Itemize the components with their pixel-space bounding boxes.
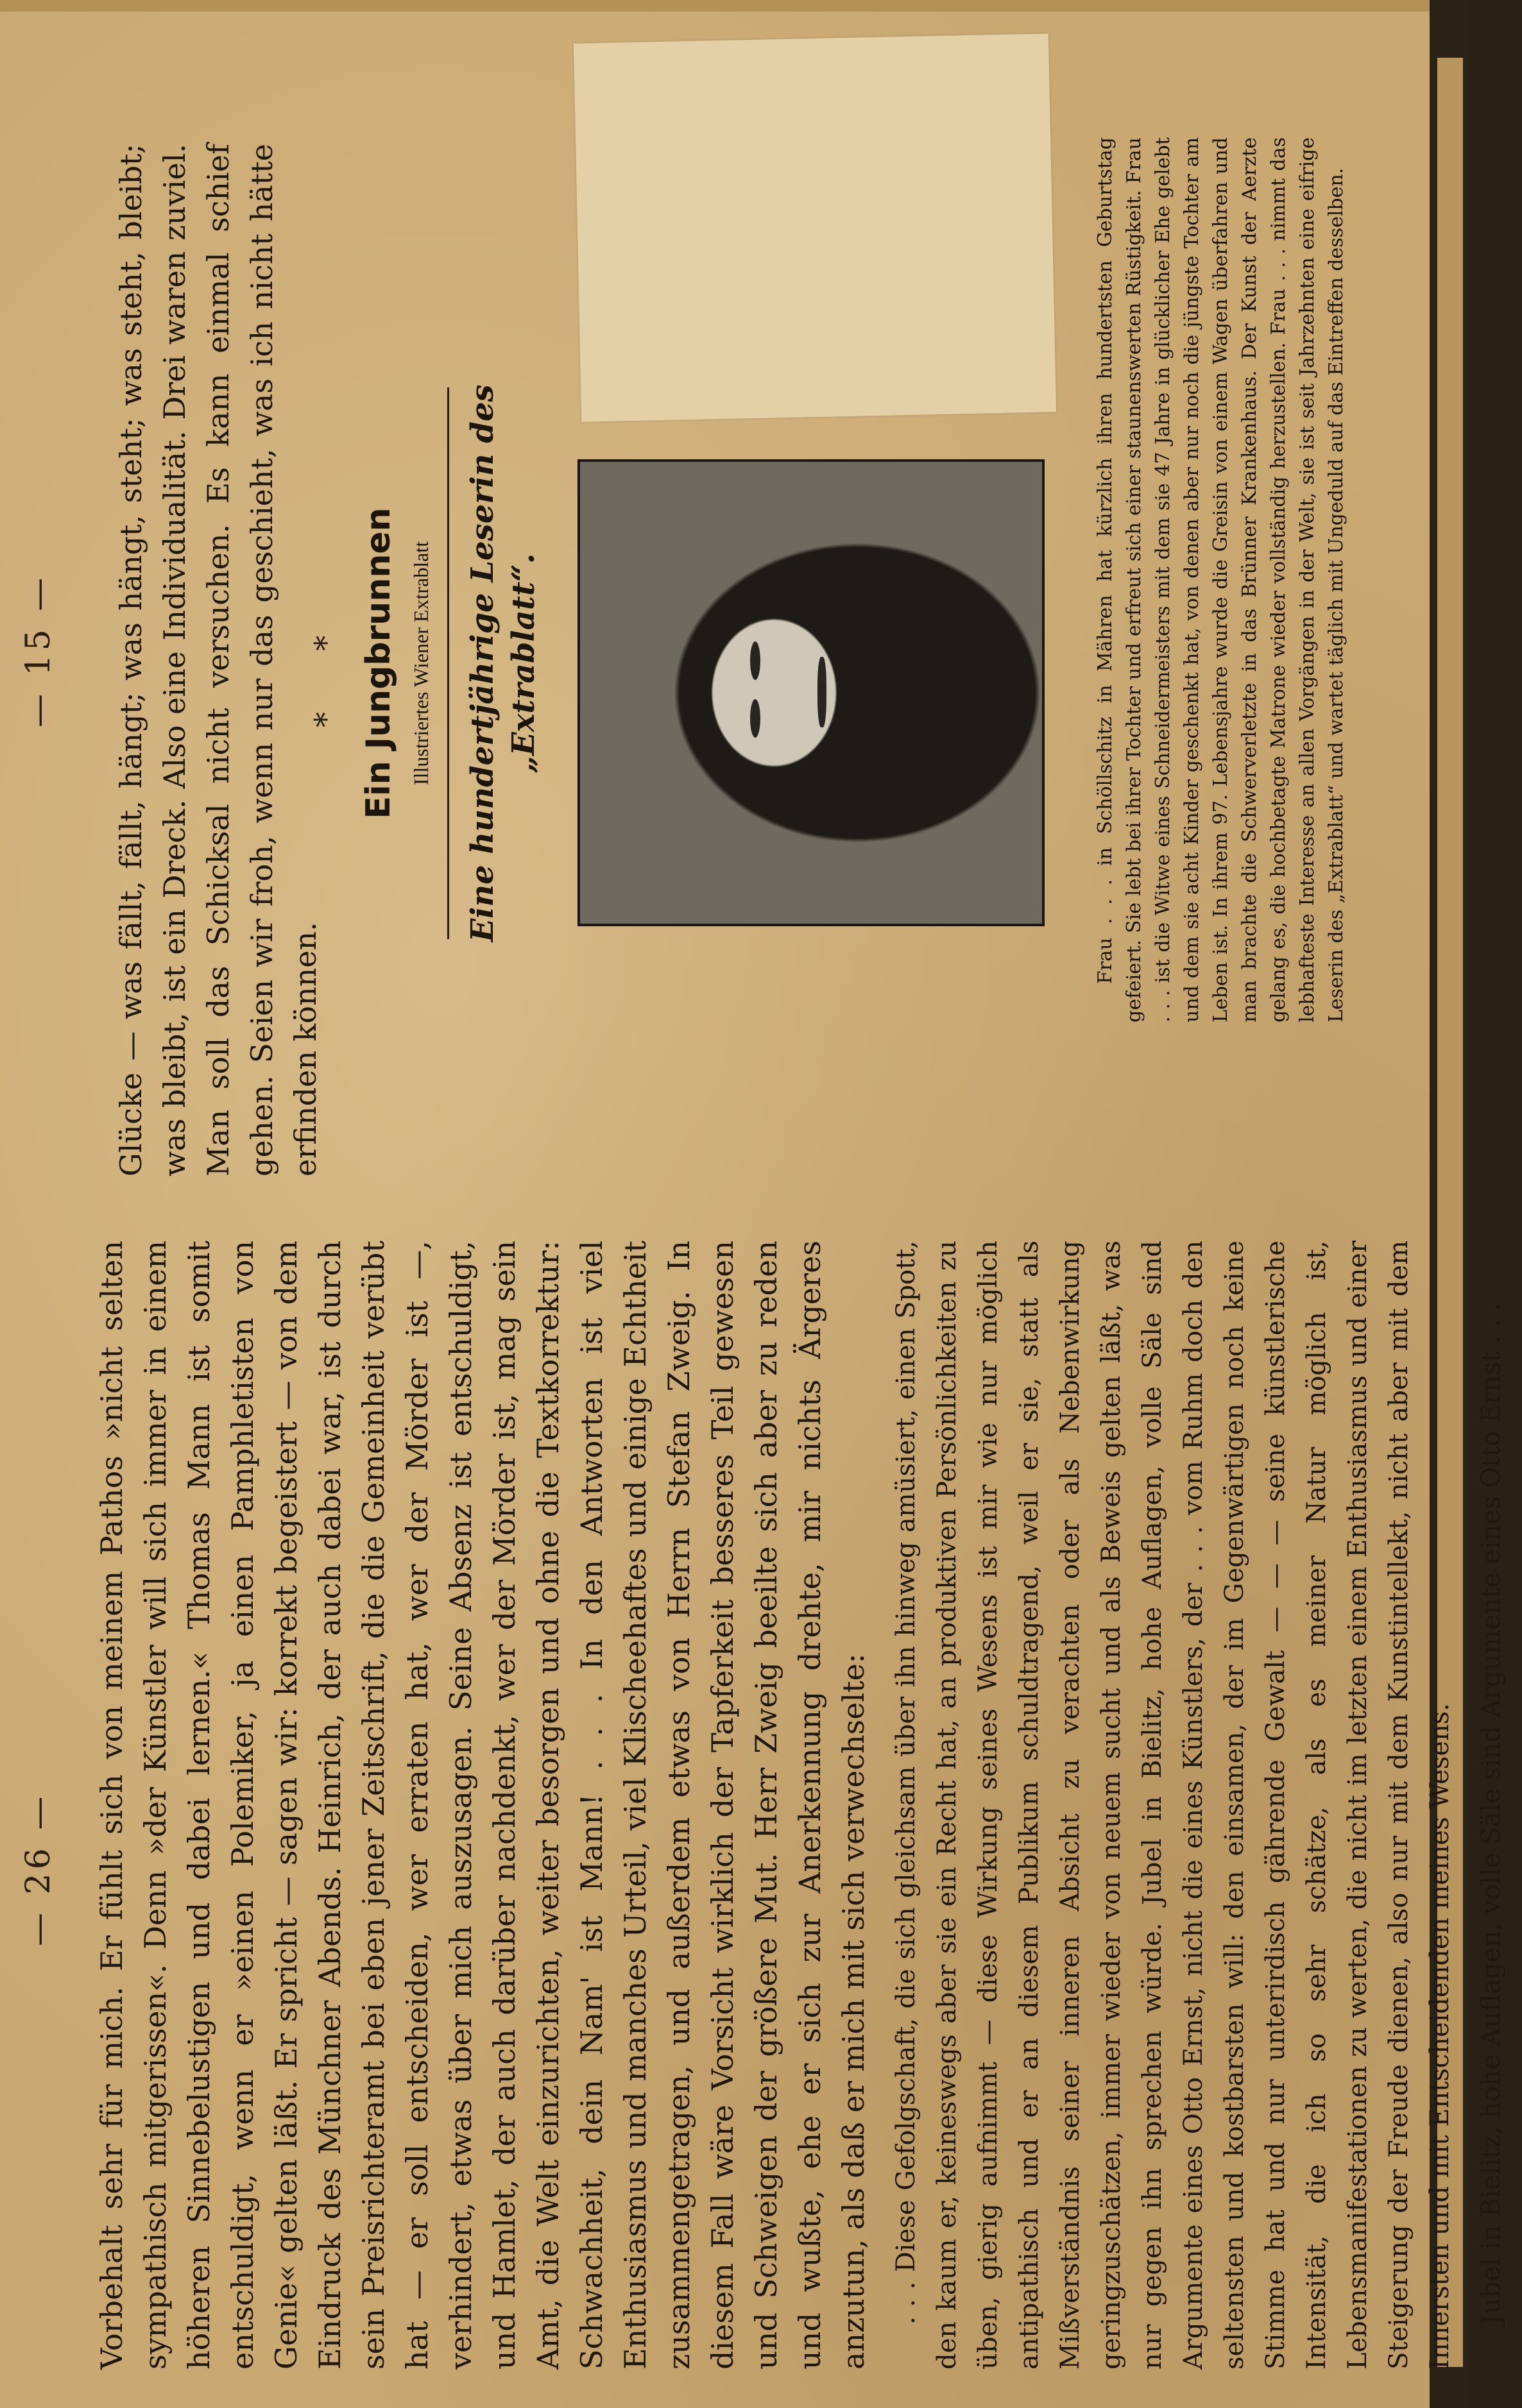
- section-separator: * *: [308, 609, 344, 727]
- left-paragraph-1: Vorbehalt sehr für mich. Er fühlt sich von meinem Pathos »nicht selten sympathisch mitgerissen«. Denn »der Künstler will sich immer in einem höheren Sinnebelustigen und dabei lernen.« Thomas Mann ist somit entschuldigt, wenn er »einen Polemiker, ja einen Pamphletisten von Genie« gelten läßt. Er spricht — sagen wir: korrekt begeistert — von dem Eindruck des Münchner Abends. Heinrich, der auch dabei war, ist durch sein Preisrichteramt bei eben jener Zeitschrift, die die Gemeinheit verübt hat — er soll entscheiden, wer erraten hat, wer der Mörder ist —, verhindert, etwas über mich auszusagen. Seine Absenz ist entschuldigt, und Hamlet, der auch darüber nachdenkt, wer der Mörder ist, mag sein Amt, die Welt einzurichten, weiter besorgen und ohne die Textkorrektur: Schwachheit, dein Nam' ist Mann! . . . In den Antworten ist viel Enthusiasmus und manches Urteil, viel Klischeehaftes und einige Echtheit zusammengetragen, und außerdem etwas von Herrn Stefan Zweig. In diesem Fall wäre Vorsicht wirklich der Tapferkeit besseres Teil gewesen und Schweigen der größere Mut. Herr Zweig beeilte sich aber zu reden und wußte, ehe er sich zur Anerkennung drehte, mir nichts Ärgeres anzutun, als daß er mich mit sich verwechselte:: [94, 1241, 871, 2370]
- clipping-source: Illustriertes Wiener Extrablatt: [409, 541, 432, 786]
- clipping-rule: [447, 387, 449, 939]
- left-paragraph-3: Jubel in Bielitz, hohe Auflagen, volle Säle sind Argumente eines Otto Ernst . . .: [1476, 1302, 1506, 2325]
- right-page-text: [109, 144, 338, 1176]
- clipping-subtitle: Eine hundertjährige Leserin des „Extrablatt“.: [465, 384, 542, 942]
- left-page-text: [90, 1241, 1522, 2370]
- photo-mouth: [817, 657, 826, 727]
- portrait-photo: [577, 459, 1045, 926]
- clipping-body: [1091, 137, 1351, 1022]
- photo-eye-right: [750, 641, 760, 680]
- page-number-left: — 26 —: [19, 1792, 58, 1946]
- clipping-body-text: Frau . . . in Schöllschitz in Mähren hat kürzlich ihren hundertsten Geburtstag gefeiert. Sie lebt bei ihrer Tochter und erfreut sich einer staunenswerten Rüstigkeit. Frau . . . ist die Witwe eines Schneidermeisters mit dem sie 47 Jahre in glücklicher Ehe gelebt und dem sie acht Kinder geschenkt hat, von denen aber nur noch die jüngste Tochter am Leben ist. In ihrem 97. Lebensjahre wurde die Greisin von einem Wagen überfahren und man brachte die Schwerverletzte in das Brünner Krankenhaus. Der Kunst der Aerzte gelang es, die hochbetagte Matrone wieder vollständig herzustellen. Frau . . . nimmt das lebhafteste Interesse an allen Vorgängen in der Welt, sie ist seit Jahrzehnten eine eifrige Leserin des „Extrablatt“ und wartet täglich mit Ungeduld auf das Eintreffen desselben.: [1094, 137, 1347, 1022]
- page-number-right: — 15 —: [19, 573, 58, 727]
- left-paragraph-2: . . . Diese Gefolgschaft, die sich gleichsam über ihn hinweg amüsiert, einen Spott, den kaum er, keineswegs aber sie ein Recht hat, an produktiven Persönlichkeiten zu üben, gierig aufnimmt — diese Wirkung seines Wesens ist mir wie nur möglich antipathisch und er an diesem Publikum schuldtragend, weil er sie, statt als Mißverständnis seiner inneren Absicht zu verachten oder als Nebenwirkung geringzuschätzen, immer wieder von neuem sucht und als Beweis gelten läßt, was nur gegen ihn sprechen würde. Jubel in Bielitz, hohe Auflagen, volle Säle sind Argumente eines Otto Ernst, nicht die eines Künstlers, der . . . vom Ruhm doch den seltensten und kostbarsten will: den einsamen, der im Gegenwärtigen noch keine Stimme hat und nur unterirdisch gährende Gewalt — — — seine künstlerische Intensität, die ich so sehr schätze, als es meiner Natur möglich ist, Lebensmanifestationen zu werten, die nicht im letzten einem Enthusiasmus und einer Steigerung der Freude dienen, also nur mit dem Kunstintellekt, nicht aber mit dem Innersten und mit Entscheidenden meines Wesens.: [891, 1241, 1455, 2370]
- clipping-header: [359, 375, 544, 952]
- right-paragraph-1: Glücke — was fällt, fällt, hängt; was hängt, steht; was steht, bleibt; was bleibt, ist ein Dreck. Also eine Individualität. Drei waren zuviel. Man soll das Schicksal nicht versuchen. Es kann einmal schief gehen. Seien wir froh, wenn nur das geschieht, was ich nicht hätte erfinden können.: [114, 144, 323, 1176]
- photo-eye-left: [750, 699, 760, 738]
- clipping-title: Ein Jungbrunnen: [359, 507, 398, 819]
